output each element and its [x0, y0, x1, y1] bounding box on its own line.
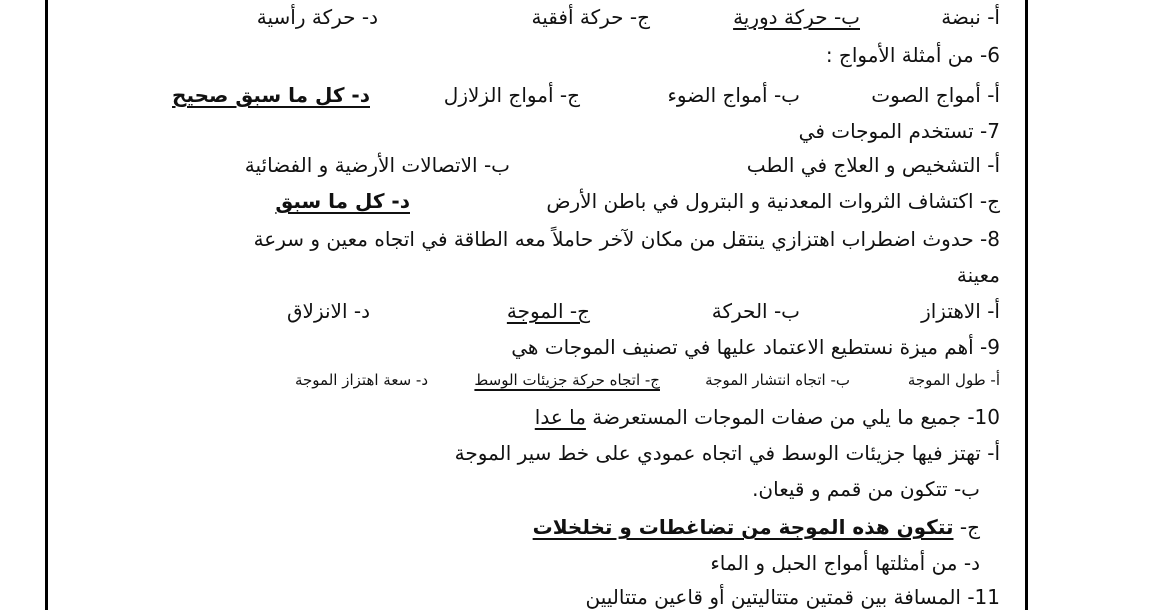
q6-option-d: د- كل ما سبق صحيح [172, 83, 370, 107]
q5-option-b: ب- حركة دورية [733, 5, 860, 29]
q10-option-c-text: تتكون هذه الموجة من تضاغطات و تخلخلات [532, 515, 954, 539]
q7-option-d: د- كل ما سبق [275, 189, 410, 213]
q5-option-c: ج- حركة أفقية [531, 5, 650, 29]
q10-question [535, 404, 1000, 430]
q5-option-a: أ- نبضة [941, 5, 1000, 29]
q8-question-line1: 8- حدوث اضطراب اهتزازي ينتقل من مكان لآخر حاملاً معه الطاقة في اتجاه معين و سرعة [253, 227, 1000, 251]
q11-question: 11- المسافة بين قمتين متتاليتين أو قاعين متتاليين [585, 585, 1000, 609]
q10-option-b: ب- تتكون من قمم و قيعان. [752, 477, 980, 501]
q9-question: 9- أهم ميزة نستطيع الاعتماد عليها في تصنيف الموجات هي [511, 335, 1000, 359]
q10-option-c-prefix: ج- [959, 515, 980, 539]
q7-question: 7- تستخدم الموجات في [798, 119, 1000, 143]
q6-option-a: أ- أمواج الصوت [871, 83, 1000, 107]
q10-option-a: أ- تهتز فيها جزيئات الوسط في اتجاه عمودي على خط سير الموجة [454, 441, 1000, 465]
q6-option-b: ب- أمواج الضوء [667, 83, 800, 107]
q5-option-d: د- حركة رأسية [256, 5, 378, 29]
q9-option-c: ج- اتجاه حركة جزيئات الوسط [474, 371, 660, 389]
q6-question: 6- من أمثلة الأمواج : [825, 43, 1000, 67]
q10-question-prefix: 10- جميع ما يلي من صفات الموجات المستعرضة [592, 405, 1000, 429]
q10-option-c [533, 514, 980, 540]
q9-option-a: أ- طول الموجة [907, 371, 1000, 389]
q7-option-b: ب- الاتصالات الأرضية و الفضائية [244, 153, 510, 177]
q10-option-d: د- من أمثلتها أمواج الحبل و الماء [710, 551, 980, 575]
q9-option-b: ب- اتجاه انتشار الموجة [705, 371, 850, 389]
q8-option-c: ج- الموجة [506, 299, 590, 323]
q6-option-c: ج- أمواج الزلازل [443, 83, 580, 107]
page-border-right [1025, 0, 1028, 610]
page-border-left [45, 0, 48, 610]
q9-option-d: د- سعة اهتزاز الموجة [294, 371, 428, 389]
q8-option-d: د- الانزلاق [287, 299, 370, 323]
q7-option-c: ج- اكتشاف الثروات المعدنية و البترول في باطن الأرض [546, 189, 1000, 213]
q7-option-a: أ- التشخيص و العلاج في الطب [746, 153, 1000, 177]
q10-question-emphasis: ما عدا [534, 405, 586, 429]
q8-option-a: أ- الاهتزاز [921, 299, 1000, 323]
q8-option-b: ب- الحركة [711, 299, 800, 323]
q8-question-line2: معينة [956, 263, 1000, 287]
